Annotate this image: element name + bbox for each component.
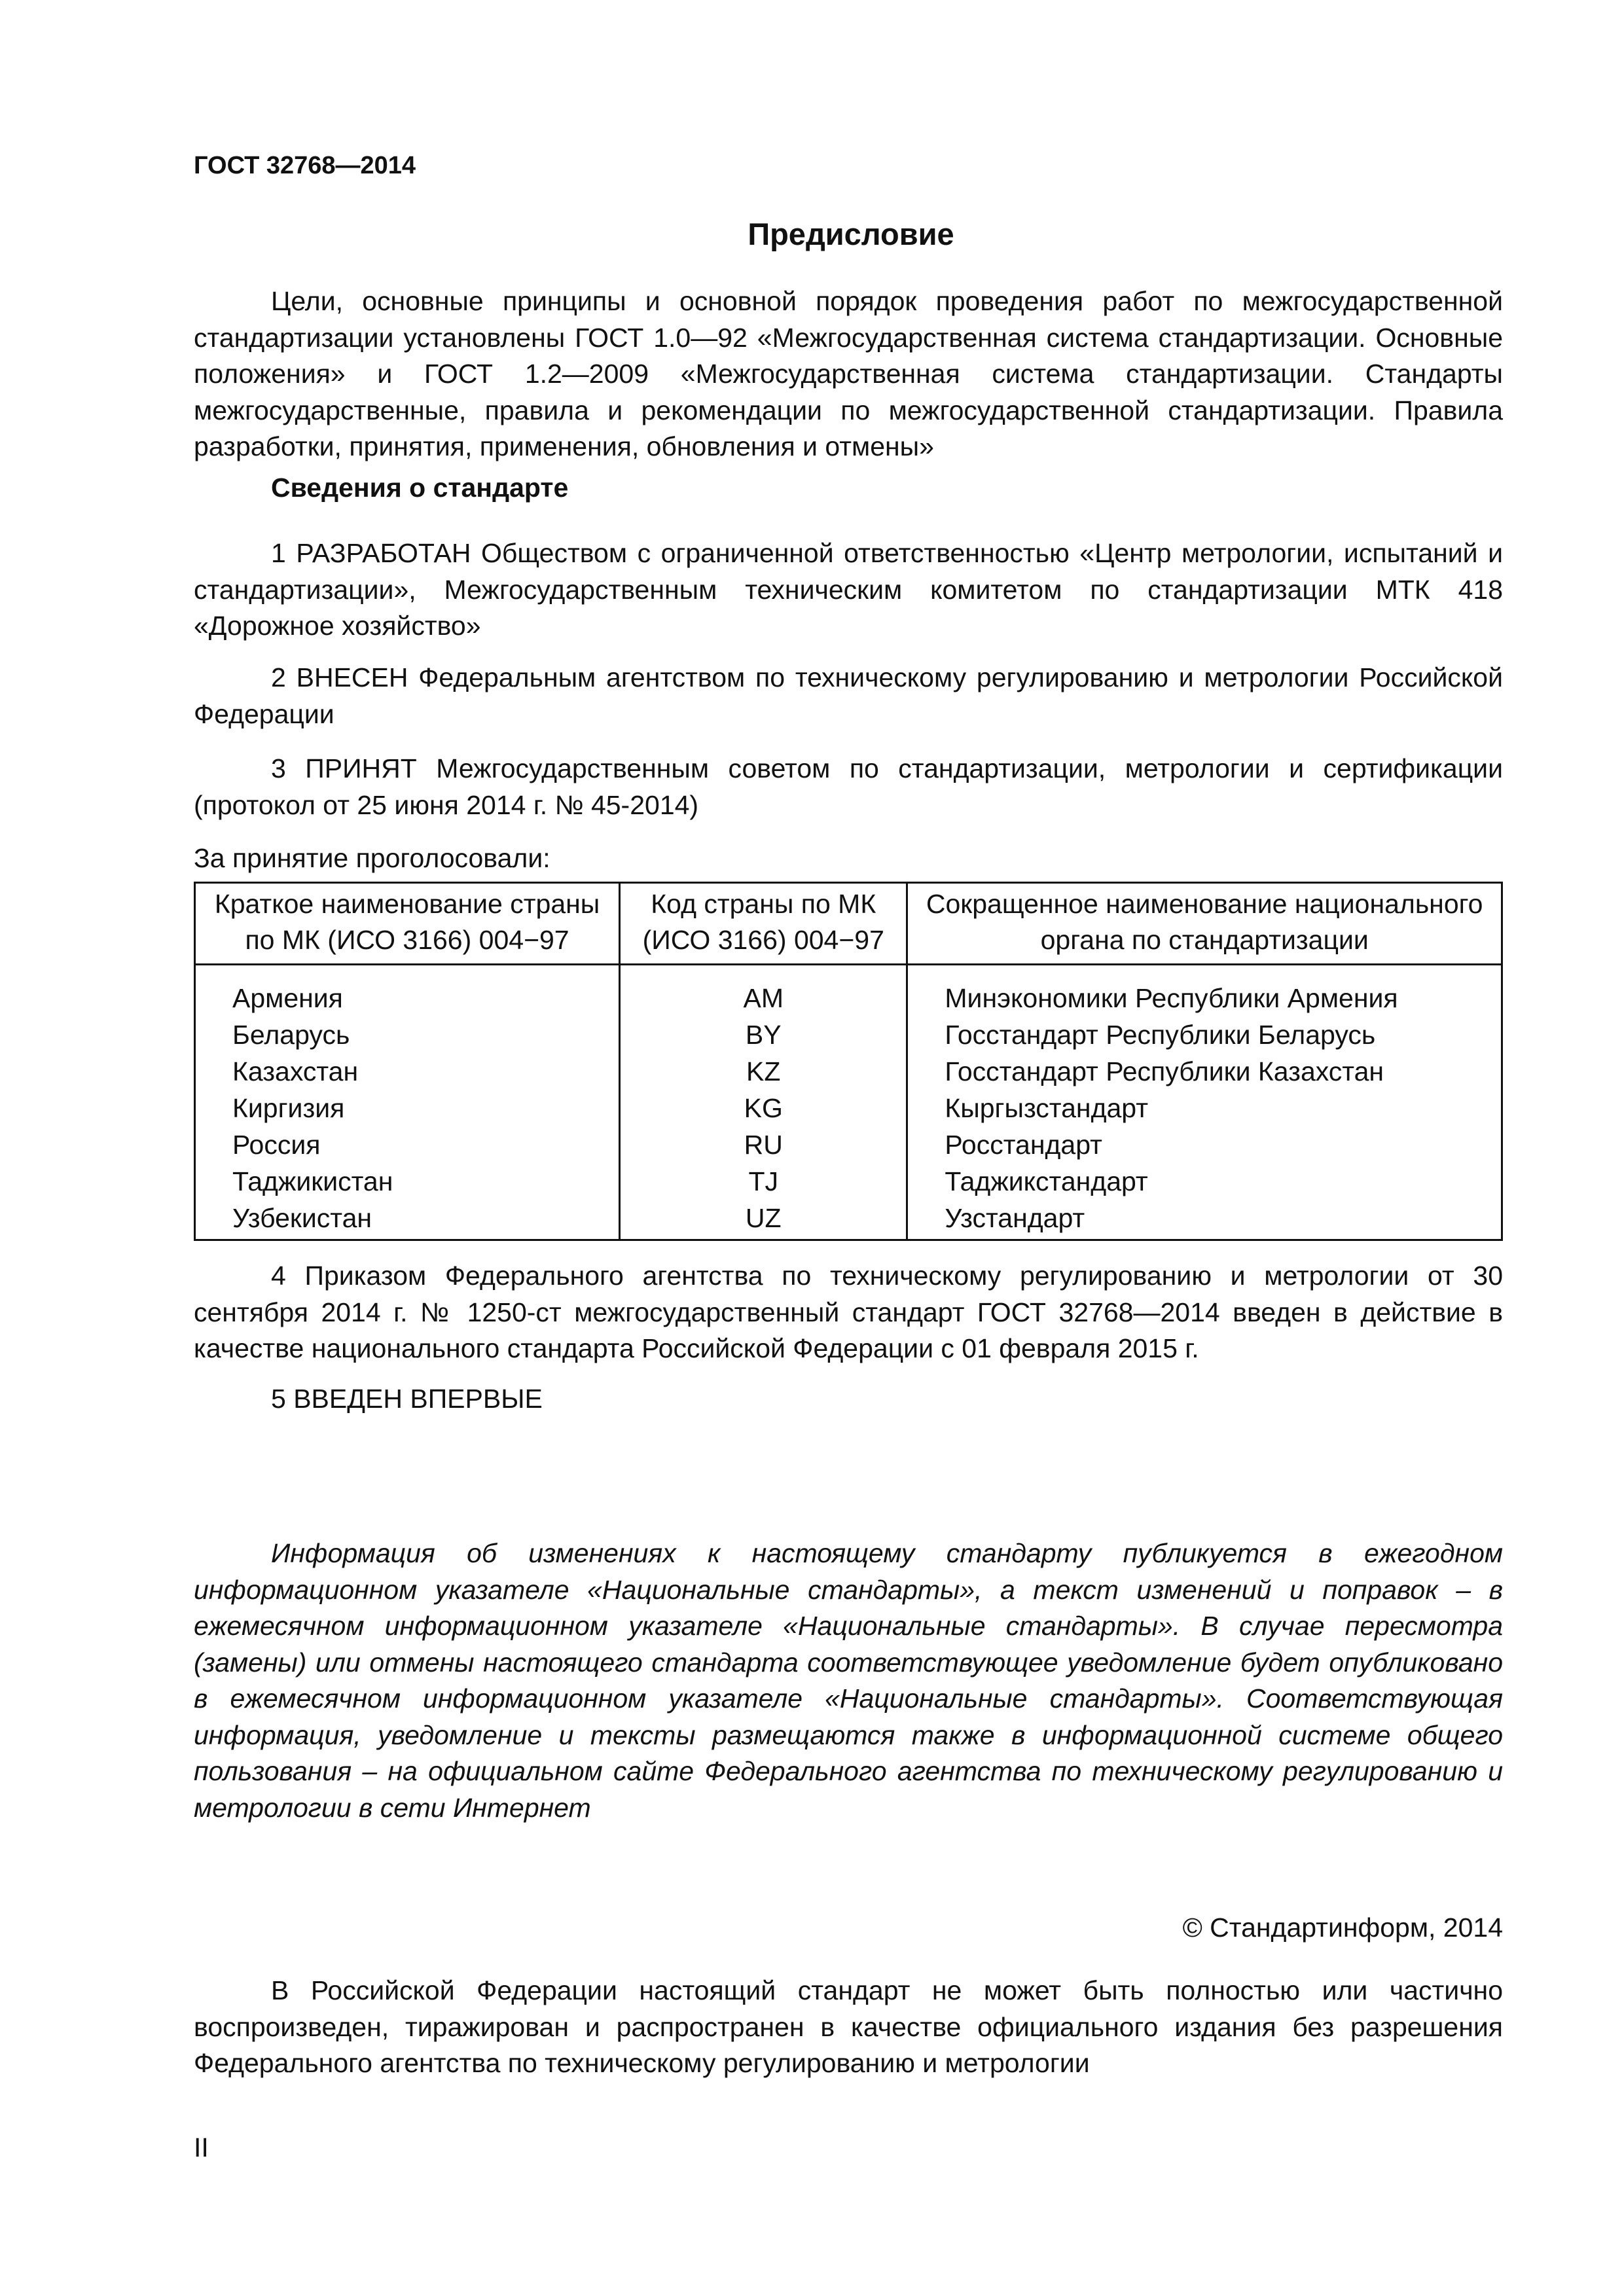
table-row [195,1090,1502,1126]
country-name: Узбекистан [195,1200,620,1240]
standards-body: Узстандарт [907,1200,1502,1240]
reproduction-rights: В Российской Федерации настоящий стандарт не может быть полностью или частично воспроизведен, тиражирован и распространен в качестве официального издания без разрешения Федерального агентства по техническому регулированию и метрологии [194,1975,1503,2078]
country-code: TJ [620,1163,907,1200]
table-row [195,1126,1502,1163]
table-header-row [195,883,1502,965]
column-header-agency: Сокращенное наименование национального органа по стандартизации [907,883,1502,965]
item-4-order: 4 Приказом Федерального агентства по техническому регулированию и метрологии от 30 сентября 2014 г. № 1250-ст межгосударственный стандарт ГОСТ 32768—2014 введен в действие в качестве национального стандарта Российской Федерации с 01 февраля 2015 г. [194,1261,1503,1363]
table-row [195,1016,1502,1053]
standards-body: Росстандарт [907,1126,1502,1163]
item-1-developed: 1 РАЗРАБОТАН Обществом с ограниченной ответственностью «Центр метрологии, испытаний и стандартизации», Межгосударственным техническим комитетом по стандартизации МТК 418 «Дорожное хозяйство» [194,538,1503,641]
table-row [195,1163,1502,1200]
table-row [195,980,1502,1016]
column-header-country: Краткое наименование страны по МК (ИСО 3166) 004−97 [195,883,620,965]
standards-body: Минэкономики Республики Армения [907,980,1502,1016]
copyright: © Стандартинформ, 2014 [1182,1912,1503,1943]
item-2-submitted: 2 ВНЕСЕН Федеральным агентством по техническому регулированию и метрологии Российской Федерации [194,662,1503,729]
item-3-adopted: 3 ПРИНЯТ Межгосударственным советом по стандартизации, метрологии и сертификации (протокол от 25 июня 2014 г. № 45-2014) [194,753,1503,820]
country-code: AM [620,980,907,1016]
country-code: BY [620,1016,907,1053]
standards-body: Таджикстандарт [907,1163,1502,1200]
country-name: Беларусь [195,1016,620,1053]
standards-body: Кыргызстандарт [907,1090,1502,1126]
country-code: KG [620,1090,907,1126]
standards-body: Госстандарт Республики Казахстан [907,1053,1502,1090]
item-5-first-introduced: 5 ВВЕДЕН ВПЕРВЫЕ [271,1384,543,1414]
document-id-header: ГОСТ 32768—2014 [194,152,416,179]
country-name: Казахстан [195,1053,620,1090]
amendments-notice: Информация об изменениях к настоящему стандарту публикуется в ежегодном информационном указателе «Национальные стандарты», а текст изменений и поправок – в ежемесячном информационном указателе «Национальные стандарты». В случае пересмотра (замены) или отмены настоящего стандарта соответствующее уведомление будет опубликовано в ежемесячном информационном указателе «Национальные стандарты». Соответствующая информация, уведомление и тексты размещаются также в информационной системе общего пользования – на официальном сайте Федерального агентства по техническому регулированию и метрологии в сети Интернет [194,1538,1503,1823]
country-name: Армения [195,980,620,1016]
country-code: KZ [620,1053,907,1090]
page-number: II [194,2132,209,2162]
page-title: Предисловие [748,217,954,251]
country-code: UZ [620,1200,907,1240]
table-row [195,1053,1502,1090]
country-name: Таджикистан [195,1163,620,1200]
country-name: Киргизия [195,1090,620,1126]
column-header-code: Код страны по МК (ИСО 3166) 004−97 [620,883,907,965]
country-name: Россия [195,1126,620,1163]
vote-caption: За принятие проголосовали: [194,843,550,873]
info-heading: Сведения о стандарте [271,473,569,503]
voting-countries-table [194,882,1503,1241]
standards-body: Госстандарт Республики Беларусь [907,1016,1502,1053]
intro-paragraph: Цели, основные принципы и основной порядок проведения работ по межгосударственной стандартизации установлены ГОСТ 1.0—92 «Межгосударственная система стандартизации. Основные положения» и ГОСТ 1.2—2009 «Межгосударственная система стандартизации. Стандарты межгосударственные, правила и рекомендации по межгосударственной стандартизации. Правила разработки, принятия, применения, обновления и отмены» [194,286,1503,461]
table-row [195,1200,1502,1240]
country-code: RU [620,1126,907,1163]
